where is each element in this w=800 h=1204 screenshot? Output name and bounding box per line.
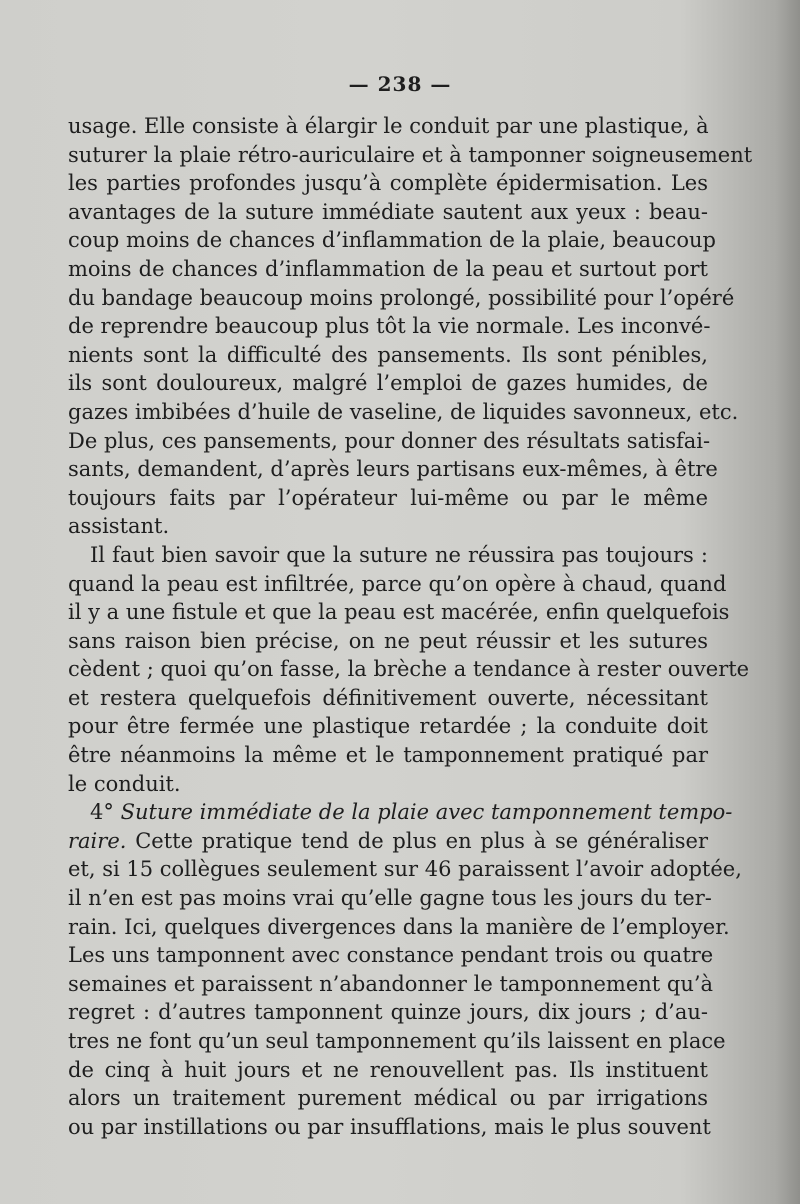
section-title-continued: raire. <box>68 828 127 853</box>
text-line: usage. Elle consiste à élargir le conduit par une plastique, à <box>68 114 709 138</box>
text-line <box>68 827 708 856</box>
text-line: quand la peau est infiltrée, parce qu’on opère à chaud, quand <box>68 571 727 596</box>
section-title: Suture immédiate de la plaie avec tamponnement tempo- <box>120 800 733 825</box>
text-line: coup moins de chances d’inflammation de la plaie, beaucoup <box>68 228 716 253</box>
text-line: être néanmoins la même et le tamponnement pratiqué par <box>68 743 708 768</box>
page-number: — 238 — <box>348 72 452 96</box>
text-line: sants, demandent, d’après leurs partisans eux-mêmes, à être <box>68 457 718 482</box>
text-line: suturer la plaie rétro-auriculaire et à tamponner soigneusement <box>68 142 753 167</box>
text-line: il n’en est pas moins vrai qu’elle gagne tous les jours du ter- <box>68 886 712 911</box>
text-line: et restera quelquefois définitivement ouverte, nécessitant <box>68 685 708 710</box>
text-line: assistant. <box>68 514 170 539</box>
text-line: cèdent ; quoi qu’on fasse, la brèche a tendance à rester ouverte <box>68 657 750 682</box>
text-line: Il faut bien savoir que la suture ne réussira pas toujours : <box>90 542 708 567</box>
text-line: il y a une fistule et que la peau est macérée, enfin quelquefois <box>68 600 730 625</box>
text-line: toujours faits par l’opérateur lui-même ou par le même <box>68 485 708 510</box>
text-line: gazes imbibées d’huile de vaseline, de liquides savonneux, etc. <box>68 399 739 424</box>
text-line: sans raison bien précise, on ne peut réussir et les sutures <box>68 628 708 653</box>
text-line: alors un traitement purement médical ou par irrigations <box>68 1086 708 1111</box>
section-heading-line <box>68 798 733 827</box>
text-line: les parties profondes jusqu’à complète épidermisation. Les <box>68 171 708 196</box>
text-line: de cinq à huit jours et ne renouvellent pas. Ils instituent <box>68 1057 708 1082</box>
text-line: regret : d’autres tamponnent quinze jours, dix jours ; d’au- <box>68 1000 708 1025</box>
text-line: et, si 15 collègues seulement sur 46 paraissent l’avoir adoptée, <box>68 857 742 882</box>
text-line: le conduit. <box>68 771 181 796</box>
text-line: de reprendre beaucoup plus tôt la vie normale. Les inconvé- <box>68 314 711 339</box>
text-line: De plus, ces pansements, pour donner des résultats satisfai- <box>68 428 711 453</box>
text-line: moins de chances d’inflammation de la peau et surtout port <box>68 256 708 281</box>
text-line: semaines et paraissent n’abandonner le tamponnement qu’à <box>68 971 714 996</box>
text-line: tres ne font qu’un seul tamponnement qu’ils laissent en place <box>68 1029 726 1053</box>
text-line: ils sont douloureux, malgré l’emploi de gazes humides, de <box>68 371 708 396</box>
text-line: ou par instillations ou par insufflations, mais le plus souvent <box>68 1114 711 1139</box>
text-line: avantages de la suture immédiate sautent aux yeux : beau- <box>68 199 708 224</box>
section-number: 4° <box>90 800 114 825</box>
body-text <box>68 112 753 1141</box>
text-line: Les uns tamponnent avec constance pendant trois ou quatre <box>68 943 714 968</box>
text-line: pour être fermée une plastique retardée ; la conduite doit <box>68 714 708 739</box>
text-line-rest: Cette pratique tend de plus en plus à se généraliser <box>135 828 708 853</box>
text-line: nients sont la difficulté des pansements. Ils sont pénibles, <box>68 342 708 367</box>
text-line: du bandage beaucoup moins prolongé, possibilité pour l’opéré <box>68 285 735 310</box>
text-line: rain. Ici, quelques divergences dans la manière de l’employer. <box>68 914 730 939</box>
